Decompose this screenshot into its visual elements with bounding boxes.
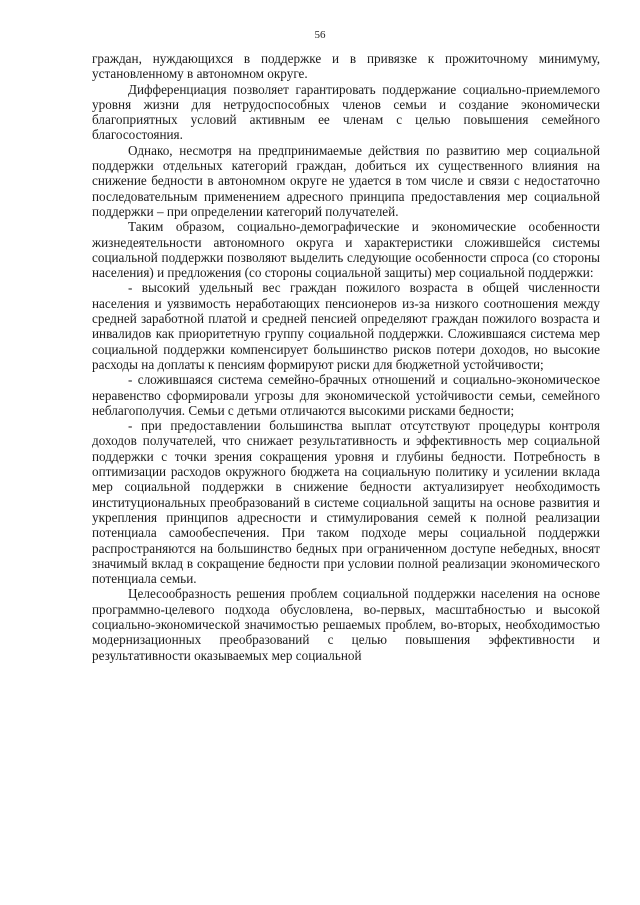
- paragraph-however: Однако, несмотря на предпринимаемые действия по развитию мер социальной поддержки отдельных категорий граждан, добиться их существенного влияния на снижение бедности в автономном округе не удается в том числе и связи с недостаточно последовательным применением адресного принципа предоставления мер социальной поддержки – при определении категорий получателей.: [92, 142, 600, 219]
- document-body: [92, 51, 600, 663]
- page-number: 56: [314, 29, 326, 41]
- paragraph-thus: Таким образом, социально-демографические и экономические особенности жизнедеятельности автономного округа и характеристики сложившейся системы социальной поддержки позволяют выделить следующие особенности спроса (со стороны населения) и предложения (со стороны социальной защиты) мер социальной поддержки:: [92, 219, 600, 281]
- paragraph-program-approach: Целесообразность решения проблем социальной поддержки населения на основе программно-целевого подхода обусловлена, во-первых, масштабностью и высокой социально-экономической значимостью решаемых проблем, во-вторых, необходимостью модернизационных преобразований с целью повышения эффективности и результативности оказываемых мер социальной: [92, 586, 600, 663]
- list-item-family: - сложившаяся система семейно-брачных отношений и социально-экономическое неравенство сформировали угрозы для экономической устойчивости семьи, семейного неблагополучия. Семьи с детьми отличаются высокими рисками бедности;: [92, 372, 600, 418]
- list-item-elderly: - высокий удельный вес граждан пожилого возраста в общей численности населения и уязвимость неработающих пенсионеров из-за низкого соотношения между средней заработной платой и средней пенсией определяют граждан пожилого возраста и инвалидов как приоритетную группу социальной поддержки. Сложившаяся система мер социальной поддержки компенсирует большинство рисков потери доходов, но высокие расходы на доплаты к пенсиям формируют риски для бюджетной устойчивости;: [92, 280, 600, 372]
- paragraph-continuation: граждан, нуждающихся в поддержке и в привязке к прожиточному минимуму, установленному в автономном округе.: [92, 51, 600, 82]
- list-item-payments: - при предоставлении большинства выплат отсутствуют процедуры контроля доходов получателей, что снижает результативность и эффективность мер социальной поддержки с точки зрения сокращения уровня и глубины бедности. Потребность в оптимизации расходов окружного бюджета на социальную политику и усилении вклада мер социальной поддержки в снижение бедности актуализирует необходимость институциональных преобразований в системе социальной защиты на основе развития и укрепления принципов адресности и стимулирования семей к полной реализации потенциала самообеспечения. При таком подходе меры социальной поддержки распространяются на большинство бедных при ограниченном доступе небедных, вносят значимый вклад в сокращение бедности при условии полной реализации экономического потенциала семьи.: [92, 418, 600, 587]
- paragraph-differentiation: Дифференциация позволяет гарантировать поддержание социально-приемлемого уровня жизни для нетрудоспособных членов семьи и создание экономически благоприятных условий активным ее членам с целью повышения семейного благосостояния.: [92, 81, 600, 143]
